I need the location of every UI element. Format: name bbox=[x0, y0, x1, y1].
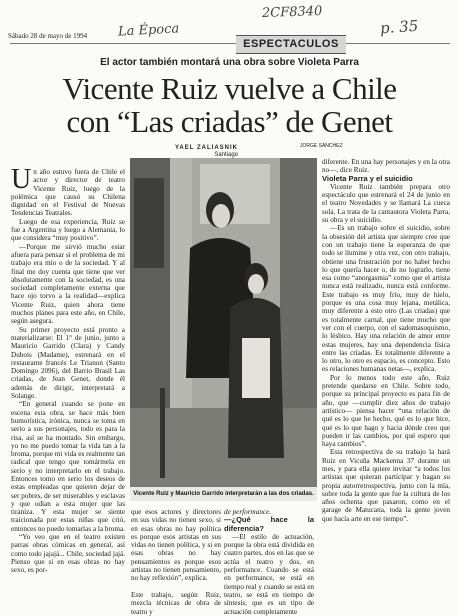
article-column-2 bbox=[131, 508, 221, 616]
drop-cap: U bbox=[11, 164, 32, 195]
paragraph: —Es un trabajo sobre el suicidio, sobre la obsesión del artista que siempre cree que con un trabajo tiene la esperanza de que todo se ilumine y otra vez, con otro trabajo, obtiene una frustración por no haber hecho lo que quería hacer o, de no lograrlo, tiene esa como “anorgasmia” como que el artista nunca está realizado, nunca está conforme. Este trabajo es muy frío, muy de hielo, porque es una cosa muy lejana, metálica, muy diferente a esto otro (Las criadas) que es totalmente carnal, que tiene mucho que ver con el cuerpo, con el sadomasoquismo, lo lésbico. Hay una relación de amor entre estas mujeres, hay una dependencia física entre las criadas. Es totalmente diferente a lo otro, lo otro es espacio, es concepto. Esto es relaciones humanas netas—, explica. bbox=[322, 224, 450, 374]
paragraph: —Porque me sirvió mucho estar afuera para pensar si el problema de mi trabajo era mío o de la sociedad. Y al final me doy cuenta que tiene que ver absolutamente con la sociedad, es una sociedad completamente externa que hace ojo torvo a la realidad—explica Vicente Ruiz, quien ahora tiene muchos planes para este año, en Chile, según asegura. bbox=[11, 242, 125, 326]
article-photo bbox=[130, 158, 317, 501]
section-subhead: Violeta Parra y el suicidio bbox=[322, 173, 413, 183]
paragraph: n año estuvo fuera de Chile el actor y director de teatro Vicente Ruiz, luego de la polémica que causó su Chilena dignidad en el Festival de Nuevas Tendencias Teatrales. bbox=[11, 168, 125, 218]
photo-credit: JORGE SÁNCHEZ bbox=[300, 143, 343, 149]
handwritten-page: p. 35 bbox=[379, 16, 419, 38]
paragraph: Vicente Ruiz también prepara otro espectáculo que estrenará el 24 de junio en el teatro Novedades y se llamará La cueca sola. La trata de la cantautora Violeta Parra, su obra y el suicidio. bbox=[322, 182, 450, 225]
article-column-3 bbox=[224, 508, 314, 616]
header-rule bbox=[10, 43, 450, 44]
paragraph: —El estilo de actuación, porque la obra está dividida en cuatro partes, dos en las que se actúa el teatro y dos, en performance. Cuando se está en performance, se está en tiempo real y cuando se está en teatro, se está en tiempo de síntesis, que es un tipo de actuación completamente bbox=[224, 532, 314, 616]
article-column-1 bbox=[11, 164, 125, 596]
handwritten-code: 2CF8340 bbox=[261, 3, 323, 22]
paragraph: Esta retrospectiva de su trabajo la hará Ruiz en Vicuña Mackenna 37 durante un mes, y para ella quiere invitar “a todos los artistas que quieran participar y hagan su propia autorretrospectiva, junto con la mía, sobre toda la gente que fue la cultura de los años ochenta que pasaron, como en el garage de Matucana, toda la gente joven que hacía arte en ese tiempo”. bbox=[322, 448, 450, 523]
paragraph: “En general cuando se pone en escena esta obra, se hace más bien humorística, irónica, nunca se toma en serio a sus personajes, todo es para la risa, así se ha montado. Sin embargo, yo no me puedo tomar la vida tan a la broma, porque mi vida es realmente tan radical que tengo que tomármela en serio y no interpretarlo en el trabajo. Entonces tomo en serio los deseos de estas empleadas que quieren dejar de ser pobres, de ser miserables y esclavas y que odian a esta mujer que las tiraniza. Y esta mujer se siente traicionada por estas niñas que crió, entonces no puedo tomarlas a la broma. bbox=[11, 400, 125, 533]
paragraph: Luego de esa experiencia, Ruiz se fue a Argentina y luego a Alemania, lo que considera “muy positivo”. bbox=[11, 217, 125, 243]
issue-date: Sábado 28 de mayo de 1994 bbox=[8, 32, 88, 40]
paragraph: Su primer proyecto está pronto a materializarse: El 1° de junio, junto a Mauricio Garrido (Clara) y Candy Dubois (Madame), estrenará en el restaurante francés Le Trianon (Santo Domingo 2096), del Barrio Brasil Las criadas, de Jean Genet, donde él además de dirigir, interpretará a Solange. bbox=[11, 325, 125, 401]
paragraph: diferente. En una hay personajes y en la otra no—, dice Ruiz. bbox=[322, 158, 450, 175]
author-name: YAEL ZALIASNIK bbox=[174, 145, 238, 151]
paragraph: Por lo menos todo este año, Ruiz pretende quedarse en Chile. Sobre todo, porque su principal proyecto es para fin de año, que —cumplir diez años de trabajo artístico— piensa hacer “una relación de qué es lo que he hecho, qué es lo que hice, qué es lo que hago y hacia dónde creo que pueden ir las cambios, por qué espero que haya cambios”. bbox=[322, 373, 450, 449]
paragraph: “Yo veo que en el teatro existen parras obras cómicas en general, así como todo jajajá... Chile, sociedad jajá. Pienso que si en esas obras no hay sexo, es por- bbox=[11, 533, 125, 575]
photo-image bbox=[130, 158, 317, 501]
handwritten-source: La Época bbox=[117, 21, 180, 40]
paragraph: de performance. bbox=[224, 508, 272, 516]
section-label: ESPECTACULOS bbox=[236, 35, 346, 54]
byline bbox=[148, 145, 238, 159]
article-column-4 bbox=[322, 158, 450, 598]
dateline: Santiago bbox=[214, 152, 238, 158]
interview-question: —¿Qué hace la diferencia? bbox=[224, 515, 314, 533]
photo-caption: Vicente Ruiz y Mauricio Garrido interpretarán a las dos criadas. bbox=[130, 487, 317, 501]
headline-line-1: Vicente Ruiz vuelve a Chile bbox=[62, 71, 397, 106]
headline-line-2: con “Las criadas” de Genet bbox=[66, 104, 393, 139]
paragraph: que esos actores y directores en sus vidas no tienen sexo, si en esas obras no hay política es porque esos artistas en sus vidas no tienen política, y si en esas obras no hay pensamientos es porque esos artistas no tienen pensamiento, no hay reflexión”, explica. Este trabajo, según Ruiz, mezcla técnicas de obra de teatro y bbox=[131, 508, 221, 616]
article-kicker: El actor también montará una obra sobre Violeta Parra bbox=[100, 57, 359, 68]
